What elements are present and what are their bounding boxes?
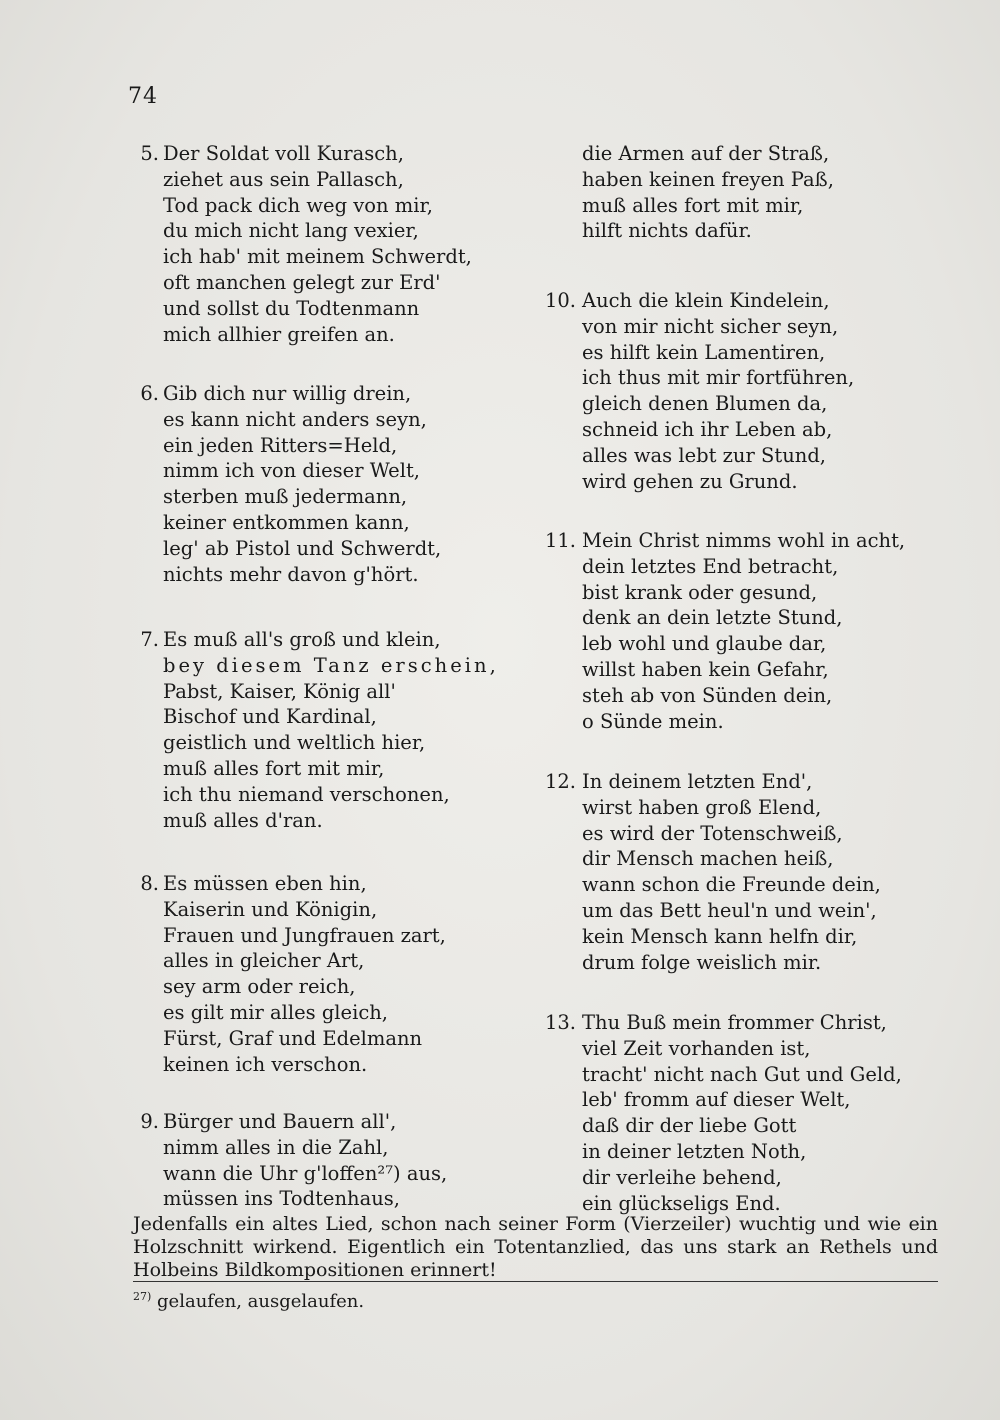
- page-number: 74: [128, 84, 158, 109]
- stanza-6: [133, 381, 513, 627]
- verse-line: ziehet aus sein Pallasch,: [163, 167, 404, 191]
- verse-line: und sollst du Todtenmann: [163, 296, 420, 320]
- verse-line: muß alles fort mit mir,: [163, 756, 385, 780]
- verse-line: tracht' nicht nach Gut und Geld,: [582, 1062, 902, 1086]
- verse-line: Auch die klein Kindelein,: [582, 289, 830, 312]
- stanza-number: 12.: [544, 770, 576, 793]
- stanza-7: [133, 627, 513, 871]
- verse-line: kein Mensch kann helfn dir,: [582, 924, 858, 948]
- verse-line: In deinem letzten End',: [582, 770, 813, 793]
- verse-line: alles in gleicher Art,: [163, 949, 365, 973]
- verse-line: Fürst, Graf und Edelmann: [163, 1026, 423, 1050]
- stanza-9-continued: [540, 141, 960, 288]
- footnote-marker: 27): [133, 1290, 152, 1303]
- verse-line: leb' fromm auf dieser Welt,: [582, 1088, 851, 1112]
- stanza-9: [133, 1109, 513, 1212]
- verse-line: Frauen und Jungfrauen zart,: [163, 923, 446, 947]
- verse-line: es hilft kein Lamentiren,: [582, 340, 826, 364]
- verse-line: müssen ins Todtenhaus,: [163, 1187, 400, 1211]
- verse-line: Pabst, Kaiser, König all': [163, 679, 396, 703]
- verse-line: nimm alles in die Zahl,: [163, 1135, 389, 1159]
- verse-line: es gilt mir alles gleich,: [163, 1000, 389, 1024]
- commentary-paragraph: Jedenfalls ein altes Lied, schon nach seiner Form (Vierzeiler) wuchtig und wie ein Holzschnitt wirkend. Eigentlich ein Totentanzlied, das uns stark an Rethels und Holbeins Bildkompositionen erinnert!: [133, 1213, 938, 1281]
- verse-line: geistlich und weltlich hier,: [163, 731, 426, 755]
- verse-line: bey diesem Tanz erschein,: [163, 653, 499, 677]
- verse-line: ich thus mit mir fortführen,: [582, 366, 855, 390]
- stanza-number: 11.: [544, 529, 576, 552]
- verse-line: wann die Uhr g'loffen²⁷) aus,: [163, 1161, 448, 1185]
- verse-line: leg' ab Pistol und Schwerdt,: [163, 536, 442, 560]
- stanza-11: [540, 528, 960, 769]
- verse-line: es kann nicht anders seyn,: [163, 407, 427, 431]
- verse-line: sey arm oder reich,: [163, 975, 356, 999]
- verse-line: Bürger und Bauern all',: [163, 1110, 397, 1133]
- verse-line: muß alles fort mit mir,: [582, 193, 804, 217]
- verse-line: Bischof und Kardinal,: [163, 705, 377, 729]
- stanza-number: 9.: [140, 1110, 159, 1133]
- stanza-5: [133, 141, 513, 381]
- verse-line: um das Bett heul'n und wein',: [582, 898, 877, 922]
- verse-line: Tod pack dich weg von mir,: [163, 193, 433, 217]
- verse-line: bist krank oder gesund,: [582, 580, 818, 604]
- verse-line: ich hab' mit meinem Schwerdt,: [163, 245, 472, 269]
- verse-line: wann schon die Freunde dein,: [582, 873, 881, 897]
- stanza-13: [540, 1010, 960, 1216]
- verse-line: keiner entkommen kann,: [163, 510, 410, 534]
- verse-line: ein jeden Ritters=Held,: [163, 433, 398, 457]
- verse-line: daß dir der liebe Gott: [582, 1114, 797, 1138]
- verse-line: nimm ich von dieser Welt,: [163, 459, 420, 483]
- footnote: [133, 1291, 364, 1312]
- verse-line: wirst haben groß Elend,: [582, 795, 822, 819]
- stanza-number: 13.: [544, 1011, 576, 1034]
- verse-line: mich allhier greifen an.: [163, 322, 395, 346]
- verse-line: schneid ich ihr Leben ab,: [582, 417, 833, 441]
- verse-line: willst haben kein Gefahr,: [582, 657, 829, 681]
- stanza-number: 10.: [544, 289, 576, 312]
- verse-line: Mein Christ nimms wohl in acht,: [582, 529, 906, 552]
- verse-line: o Sünde mein.: [582, 709, 724, 733]
- verse-line: oft manchen gelegt zur Erd': [163, 270, 441, 294]
- verse-line: haben keinen freyen Paß,: [582, 167, 834, 191]
- stanza-number: 7.: [140, 628, 159, 651]
- verse-line: die Armen auf der Straß,: [582, 142, 830, 165]
- stanza-number: 6.: [140, 382, 159, 405]
- verse-line: denk an dein letzte Stund,: [582, 606, 843, 630]
- stanza-number: 5.: [140, 142, 159, 165]
- left-column: [133, 141, 513, 1212]
- stanza-10: [540, 288, 960, 528]
- stanza-12: [540, 769, 960, 1010]
- verse-line: muß alles d'ran.: [163, 808, 323, 832]
- verse-line: in deiner letzten Noth,: [582, 1139, 807, 1163]
- verse-line: wird gehen zu Grund.: [582, 469, 798, 493]
- verse-line: dir Mensch machen heiß,: [582, 847, 834, 871]
- verse-line: ich thu niemand verschonen,: [163, 782, 450, 806]
- verse-line: Kaiserin und Königin,: [163, 897, 378, 921]
- verse-line: hilft nichts dafür.: [582, 219, 752, 243]
- verse-line: Es muß all's groß und klein,: [163, 628, 441, 651]
- verse-line: Thu Buß mein frommer Christ,: [582, 1011, 887, 1034]
- verse-line: gleich denen Blumen da,: [582, 392, 828, 416]
- verse-line: sterben muß jedermann,: [163, 485, 408, 509]
- verse-line: Gib dich nur willig drein,: [163, 382, 412, 405]
- verse-line: drum folge weislich mir.: [582, 950, 822, 974]
- verse-line: es wird der Totenschweiß,: [582, 821, 843, 845]
- verse-line: alles was lebt zur Stund,: [582, 443, 827, 467]
- verse-line: Es müssen eben hin,: [163, 872, 367, 895]
- verse-line: viel Zeit vorhanden ist,: [582, 1036, 811, 1060]
- verse-line: dir verleihe behend,: [582, 1165, 782, 1189]
- footnote-divider: [133, 1281, 938, 1282]
- verse-line: von mir nicht sicher seyn,: [582, 314, 839, 338]
- stanza-number: 8.: [140, 872, 159, 895]
- verse-line: ein glückseligs End.: [582, 1191, 781, 1215]
- stanza-8: [133, 871, 513, 1109]
- verse-line: Der Soldat voll Kurasch,: [163, 142, 404, 165]
- verse-line: leb wohl und glaube dar,: [582, 632, 827, 656]
- verse-line: keinen ich verschon.: [163, 1052, 368, 1076]
- right-column: [540, 141, 960, 1216]
- verse-line: du mich nicht lang vexier,: [163, 219, 419, 243]
- verse-line: dein letztes End betracht,: [582, 554, 839, 578]
- verse-line: steh ab von Sünden dein,: [582, 683, 833, 707]
- footnote-text: gelaufen, ausgelaufen.: [157, 1291, 365, 1312]
- verse-line: nichts mehr davon g'hört.: [163, 562, 419, 586]
